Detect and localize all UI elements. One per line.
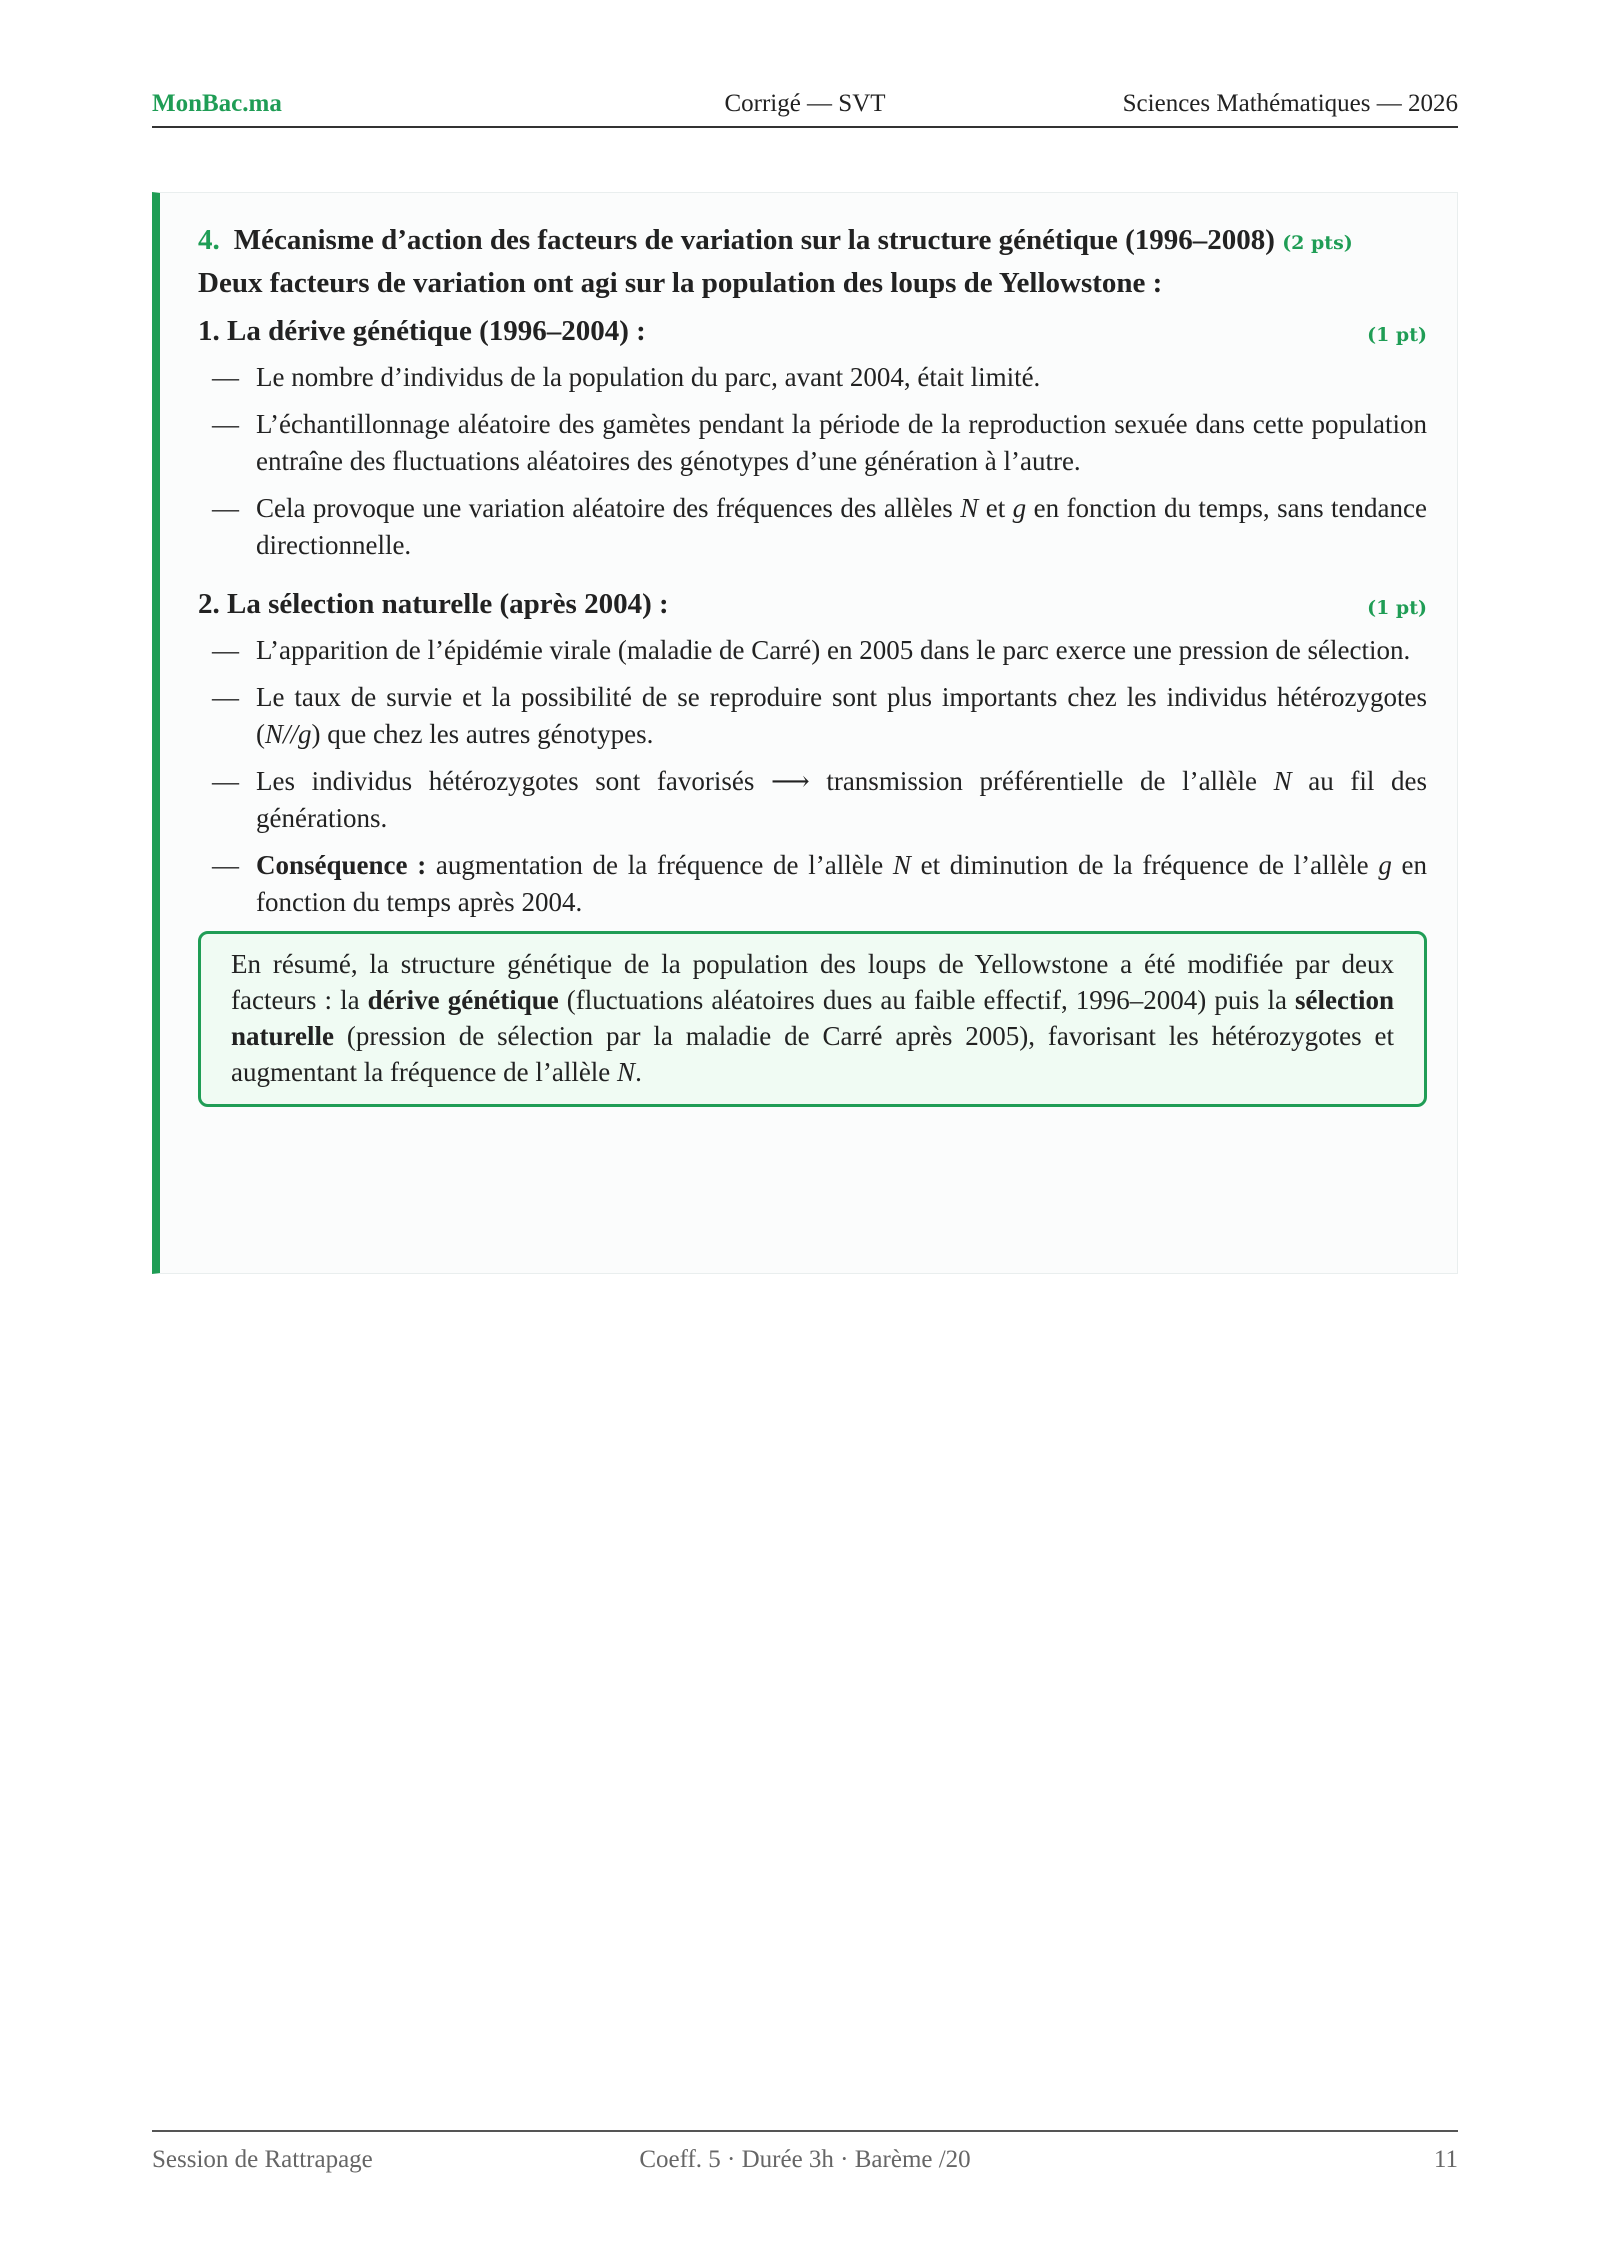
- footer-exam-info: Coeff. 5 · Durée 3h · Barème /20: [639, 2146, 971, 2173]
- list-item: — Le nombre d’individus de la population du parc, avant 2004, était limité.: [198, 359, 1427, 396]
- question-intro: Deux facteurs de variation ont agi sur la population des loups de Yellowstone :: [198, 267, 1163, 299]
- summary-text: (pression de sélection par la maladie de Carré après 2005), favorisant les hétérozygotes et augmentant la fréquence de l’allèle: [231, 1021, 1394, 1087]
- list-item: — L’échantillonnage aléatoire des gamètes pendant la période de la reproduction sexuée dans cette population entraîne des fluctuations aléatoires des génotypes d’une génération à l’autre.: [198, 406, 1427, 480]
- list-item-text: augmentation de la fréquence de l’allèle: [426, 850, 893, 880]
- section-heading-text: 1. La dérive génétique (1996–2004) :: [198, 315, 646, 347]
- question-points: (2 pts): [1282, 232, 1353, 254]
- list-item-text: et: [978, 493, 1013, 523]
- list-item-text: Cela provoque une variation aléatoire des fréquences des allèles: [256, 493, 961, 523]
- natural-selection-list: [198, 632, 1427, 921]
- list-item: [198, 763, 1427, 837]
- section-points: (1 pt): [1367, 597, 1427, 619]
- summary-term: dérive génétique: [367, 985, 559, 1015]
- consequence-label: Conséquence :: [256, 850, 427, 880]
- list-item-text: Le taux de survie et la possibilité de se reproduire sont plus importants chez les individus hétérozygotes (: [256, 682, 1427, 749]
- answer-card: [152, 192, 1458, 1274]
- summary-text: (fluctuations aléatoires dues au faible effectif, 1996–2004) puis la: [558, 985, 1296, 1015]
- page-footer: [152, 2130, 1458, 2178]
- list-item: [198, 679, 1427, 753]
- header-subject: Corrigé — SVT: [724, 90, 886, 117]
- list-item: [198, 847, 1427, 921]
- footer-session: Session de Rattrapage: [152, 2146, 373, 2173]
- list-item-text: en fonction du temps, sans tendance directionnelle.: [256, 493, 1427, 560]
- list-item: [198, 490, 1427, 564]
- allele-symbol: N: [892, 850, 911, 880]
- list-item-text: en fonction du temps après 2004.: [256, 850, 1428, 917]
- allele-symbol: g: [1012, 493, 1027, 523]
- list-item: — L’apparition de l’épidémie virale (maladie de Carré) en 2005 dans le parc exerce une pression de sélection.: [198, 632, 1427, 669]
- question-number: 4.: [198, 224, 220, 256]
- summary-box: [198, 931, 1427, 1107]
- question-title-text: Mécanisme d’action des facteurs de variation sur la structure génétique (1996–2008): [233, 224, 1275, 256]
- summary-term: sélection naturelle: [231, 985, 1394, 1051]
- list-item-text: ) que chez les autres génotypes.: [311, 719, 654, 749]
- summary-text: En résumé, la structure génétique de la population des loups de Yellowstone a été modifiée par deux facteurs : la: [231, 949, 1394, 1015]
- section-heading-text: 2. La sélection naturelle (après 2004) :: [198, 588, 669, 620]
- page-header: [152, 88, 1458, 128]
- section-points: (1 pt): [1367, 324, 1427, 346]
- brand-logo-text[interactable]: MonBac.ma: [152, 90, 282, 117]
- list-item-text: Les individus hétérozygotes sont favorisés ⟶ transmission préférentielle de l’allèle: [256, 766, 1274, 796]
- section-heading-natural-selection: [198, 586, 1427, 622]
- allele-symbol: g: [1378, 850, 1392, 880]
- question-title: [198, 223, 1427, 261]
- list-item-text: et diminution de la fréquence de l’allèle: [910, 850, 1379, 880]
- genotype-symbol: N//g: [265, 719, 312, 749]
- allele-symbol: N: [960, 493, 979, 523]
- genetic-drift-list: [198, 359, 1427, 564]
- header-stream: Sciences Mathématiques — 2026: [1122, 90, 1458, 117]
- page-number: 11: [1433, 2146, 1458, 2173]
- summary-text: .: [635, 1057, 642, 1087]
- answer-content: [198, 223, 1427, 1107]
- list-item-text: au fil des générations.: [256, 766, 1427, 833]
- section-heading-genetic-drift: [198, 313, 1427, 349]
- allele-symbol: N: [617, 1057, 636, 1087]
- allele-symbol: N: [1273, 766, 1292, 796]
